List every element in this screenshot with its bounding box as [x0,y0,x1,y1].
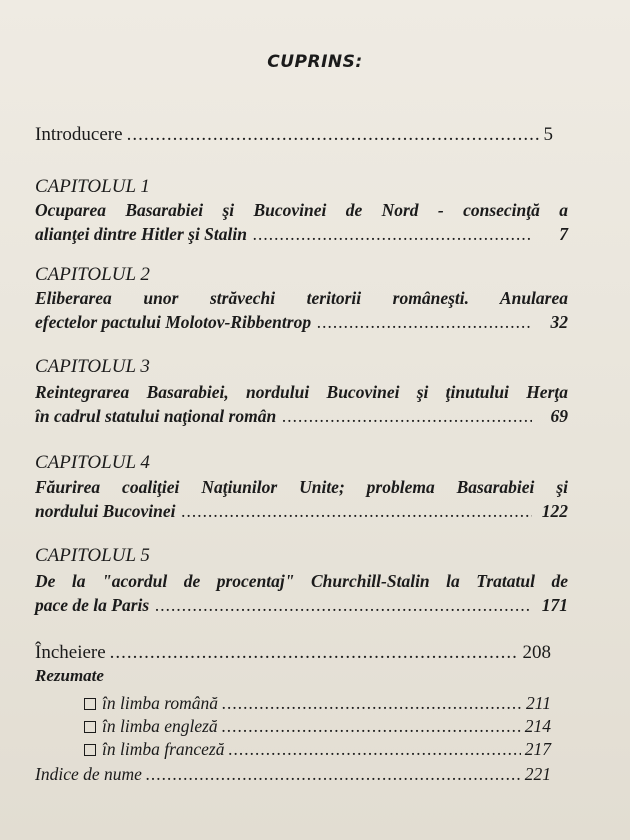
summary-item-romanian [84,692,551,714]
square-bullet-icon [84,744,96,756]
toc-entry-label: Încheiere [35,642,106,663]
summary-item-page: 217 [524,739,551,759]
leader-dots [222,692,522,714]
square-bullet-icon [84,698,96,710]
summary-item-french [84,738,551,760]
leader-dots [110,642,519,664]
chapter-5-line2-text: pace de la Paris [35,595,150,615]
chapter-1-description [35,198,568,246]
page-title: CUPRINS: [267,52,363,72]
chapter-1-label: CAPITOLUL 1 [35,176,150,197]
chapter-4-description [35,475,568,523]
leader-dots [182,499,532,523]
chapter-4-page: 122 [541,501,568,521]
chapter-2-page: 32 [550,312,568,332]
summary-item-page: 214 [524,716,551,736]
chapter-2-line1: Eliberarea unor străvechi teritorii româneşti. Anularea [35,288,568,308]
leader-dots [229,738,521,760]
chapter-5-label: CAPITOLUL 5 [35,545,150,566]
leader-dots [317,310,532,334]
chapter-3-label: CAPITOLUL 3 [35,356,150,377]
square-bullet-icon [84,721,96,733]
chapter-1-line1: Ocuparea Basarabiei şi Bucovinei de Nord - consecinţă a [35,200,568,220]
summary-item-label: în limba franceză [102,739,225,759]
chapter-2-line2 [35,310,568,334]
summary-item-label: în limba engleză [102,716,218,736]
chapter-3-description [35,380,568,428]
leader-dots [222,715,521,737]
toc-entry-page: 208 [522,642,551,663]
chapter-5-line2 [35,593,568,617]
chapter-4-label: CAPITOLUL 4 [35,452,150,473]
toc-entry-introduction [35,124,553,146]
chapter-5-description [35,569,568,617]
leader-dots [282,404,532,428]
summary-item-page: 211 [526,693,551,713]
toc-entry-label: Introducere [35,124,123,145]
toc-entry-conclusion [35,642,551,664]
chapter-2-description [35,286,568,334]
chapter-2-line2-text: efectelor pactului Molotov-Ribbentrop [35,312,312,332]
toc-entry-page: 221 [524,764,551,784]
chapter-4-line2-text: nordului Bucovinei [35,501,176,521]
chapter-5-line1: De la "acordul de procentaj" Churchill-Stalin la Tratatul de [35,571,568,591]
chapter-3-line2-text: în cadrul statului naţional român [35,406,277,426]
toc-entry-label: Indice de nume [35,764,142,784]
summary-item-english [84,715,551,737]
summary-item-label: în limba română [102,693,219,713]
toc-entry-name-index [35,763,551,785]
leader-dots [146,763,521,785]
chapter-4-line1: Făurirea coaliţiei Naţiunilor Unite; problema Basarabiei şi [35,477,568,497]
toc-entry-page: 5 [543,124,553,145]
chapter-5-page: 171 [541,595,568,615]
chapter-1-line2-text: alianţei dintre Hitler şi Stalin [35,224,247,244]
chapter-3-line1: Reintegrarea Basarabiei, nordului Bucovinei şi ţinutului Herţa [35,382,568,402]
leader-dots [253,222,532,246]
chapter-3-line2 [35,404,568,428]
chapter-1-line2 [35,222,568,246]
chapter-4-line2 [35,499,568,523]
chapter-3-page: 69 [550,406,568,426]
summaries-label: Rezumate [35,666,104,685]
leader-dots [127,124,540,146]
chapter-1-page: 7 [559,224,568,244]
chapter-2-label: CAPITOLUL 2 [35,264,150,285]
leader-dots [155,593,532,617]
